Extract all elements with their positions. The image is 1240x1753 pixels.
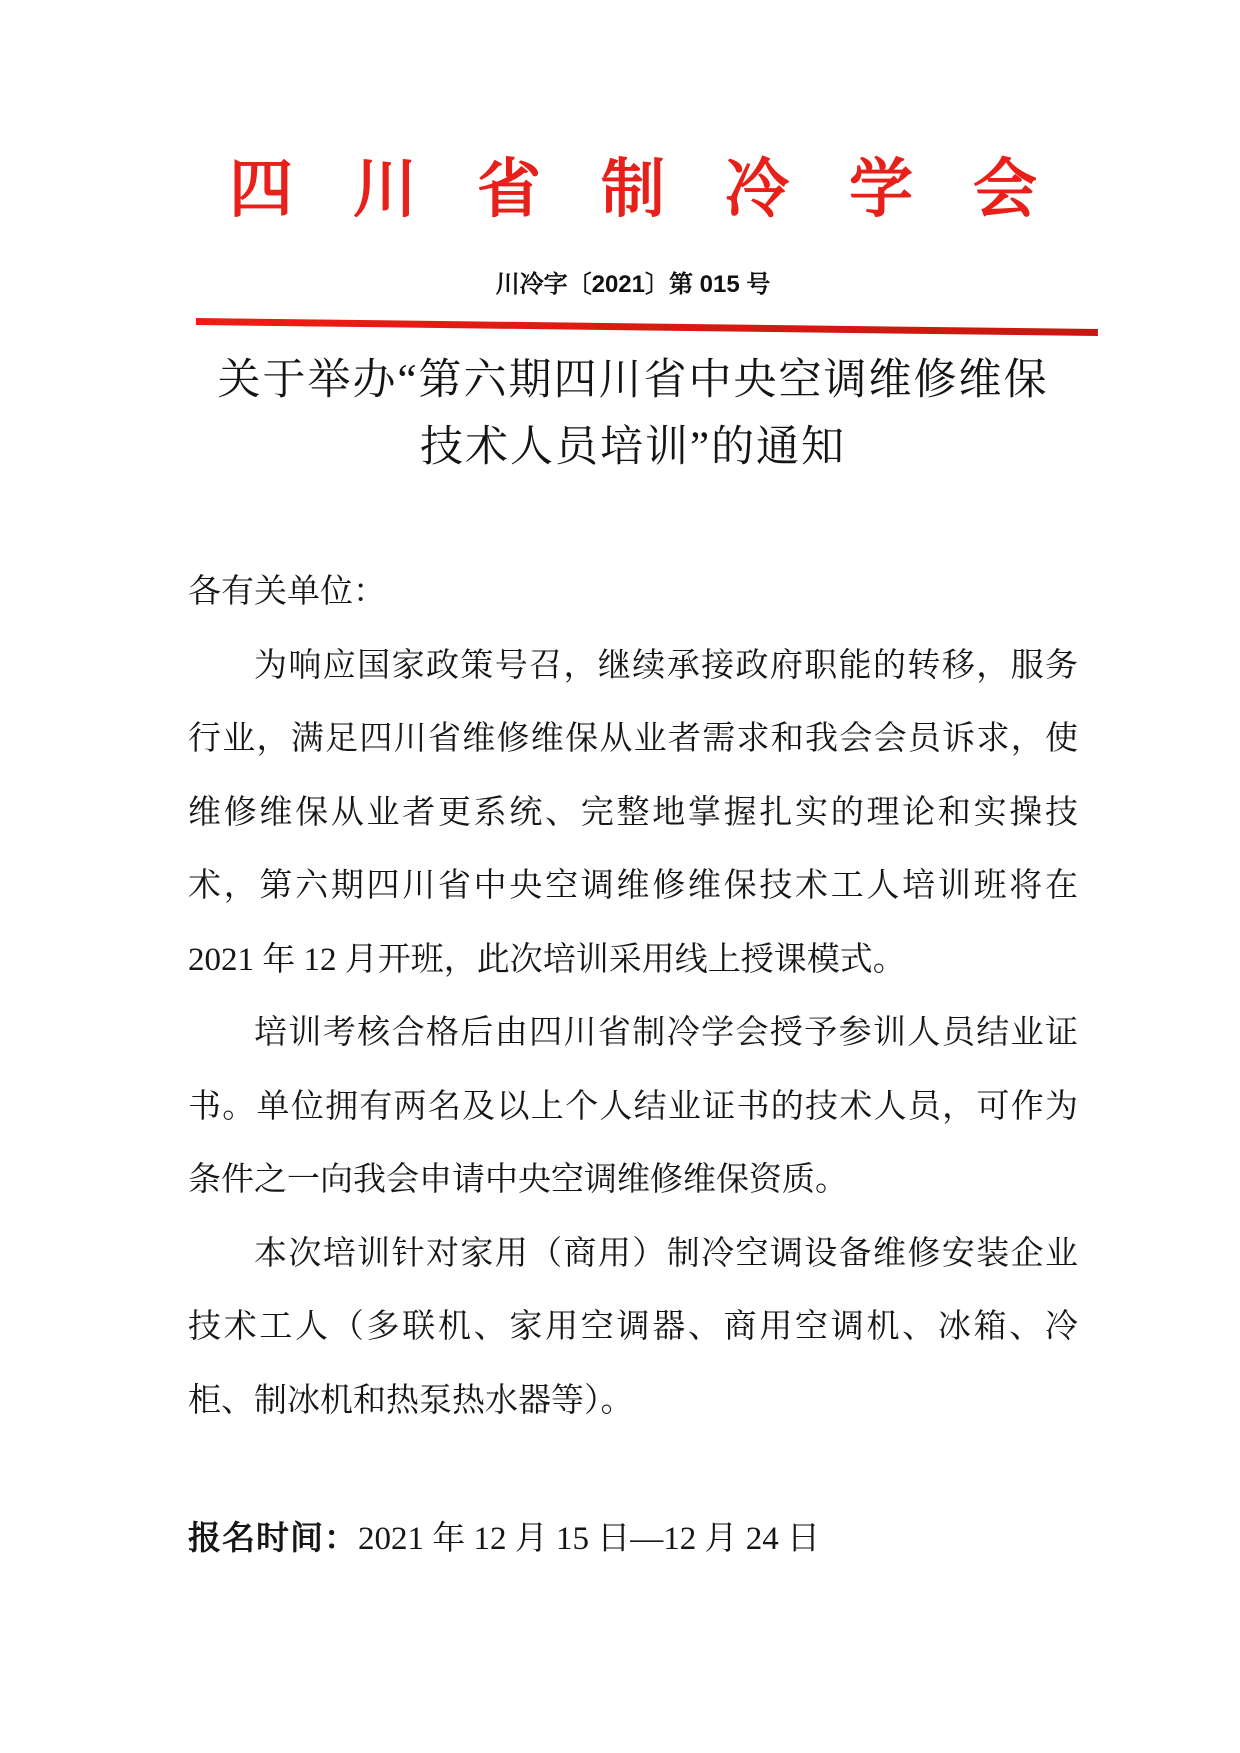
- body-paragraphs: [188, 630, 1078, 1439]
- notice-body: [188, 556, 1078, 1577]
- notice-title: [188, 347, 1078, 481]
- signup-date-label: 报名时间：: [188, 1519, 358, 1556]
- salutation: 各有关单位：: [188, 574, 386, 610]
- body-paragraph: 本次培训针对家用（商用）制冷空调设备维修安装企业技术工人（多联机、家用空调器、商用空调机、冰箱、冷柜、制冰机和热泵热水器等）。: [188, 1235, 1078, 1419]
- signup-date-value: 2021 年 12 月 15 日—12 月 24 日: [358, 1521, 820, 1557]
- org-masthead: [188, 154, 1097, 225]
- notice-title-line2: 技术人员培训”的通知: [419, 424, 847, 471]
- notice-title-line1: 关于举办“第六期四川省中央空调维修维保: [217, 357, 1049, 404]
- document-content: [188, 0, 1097, 1577]
- org-name: 四川省制冷学会: [229, 154, 1097, 225]
- body-paragraph: 为响应国家政策号召，继续承接政府职能的转移，服务行业，满足四川省维修维保从业者需求和我会会员诉求，使维修维保从业者更系统、完整地掌握扎实的理论和实操技术，第六期四川省中央空调维修维保技术工人培训班将在 2021 年 12 月开班，此次培训采用线上授课模式。: [188, 647, 1078, 978]
- signup-date-line: [188, 1501, 1078, 1577]
- doc-reference-number: 川冷字〔2021〕第 015 号: [495, 271, 771, 298]
- masthead-divider-rule: [196, 318, 1098, 336]
- body-paragraph: 培训考核合格后由四川省制冷学会授予参训人员结业证书。单位拥有两名及以上个人结业证书的技术人员，可作为条件之一向我会申请中央空调维修维保资质。: [188, 1015, 1078, 1198]
